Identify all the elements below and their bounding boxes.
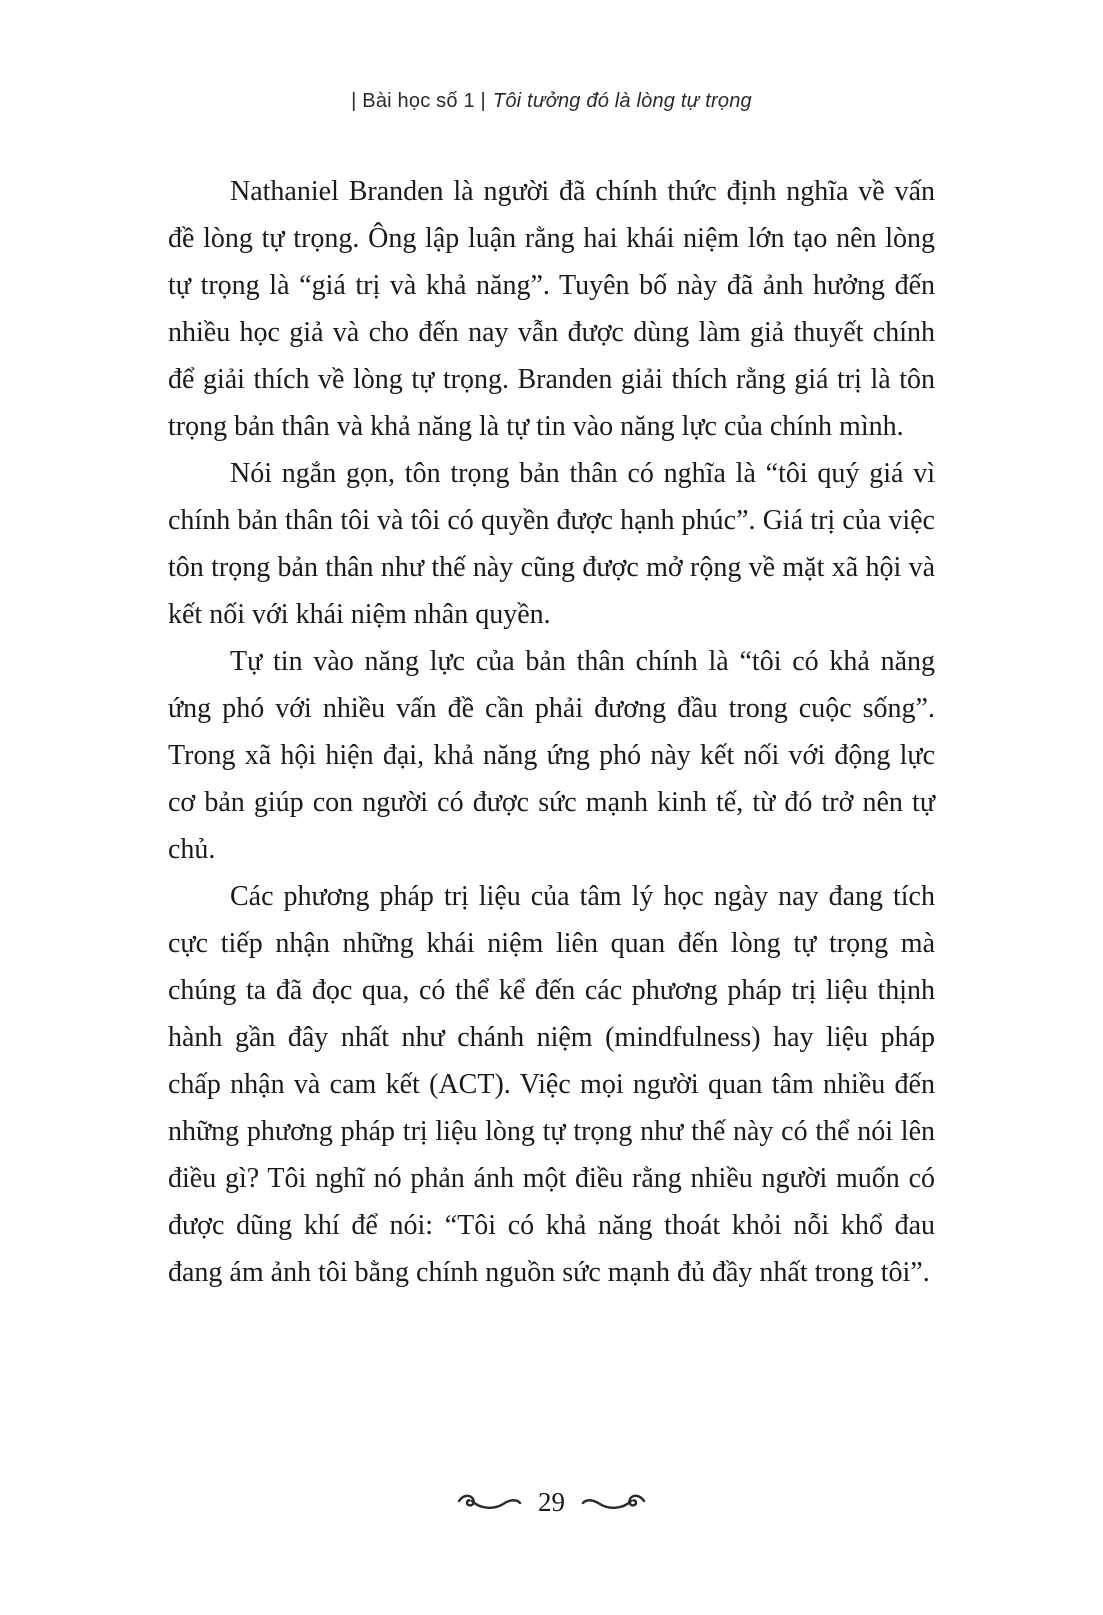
page-body — [168, 168, 935, 1296]
flourish-right-icon — [581, 1492, 647, 1512]
chapter-label: | Bài học số 1 | — [351, 90, 486, 112]
chapter-title: Tôi tưởng đó là lòng tự trọng — [492, 90, 752, 112]
paragraph: Tự tin vào năng lực của bản thân chính là “tôi có khả năng ứng phó với nhiều vấn đề cần phải đương đầu trong cuộc sống”. Trong xã hội hiện đại, khả năng ứng phó này kết nối với động lực cơ bản giúp con người có được sức mạnh kinh tế, từ đó trở nên tự chủ. — [168, 646, 935, 865]
flourish-left-icon — [456, 1492, 522, 1512]
page-footer — [0, 1480, 1103, 1524]
page-number: 29 — [538, 1486, 565, 1517]
paragraph: Nói ngắn gọn, tôn trọng bản thân có nghĩa là “tôi quý giá vì chính bản thân tôi và tôi có quyền được hạnh phúc”. Giá trị của việc tôn trọng bản thân như thế này cũng được mở rộng về mặt xã hội và kết nối với khái niệm nhân quyền. — [168, 458, 935, 630]
page-header — [0, 90, 1103, 113]
paragraph: Các phương pháp trị liệu của tâm lý học ngày nay đang tích cực tiếp nhận những khái niệm liên quan đến lòng tự trọng mà chúng ta đã đọc qua, có thể kể đến các phương pháp trị liệu thịnh hành gần đây nhất như chánh niệm (mindfulness) hay liệu pháp chấp nhận và cam kết (ACT). Việc mọi người quan tâm nhiều đến những phương pháp trị liệu lòng tự trọng như thế này có thể nói lên điều gì? Tôi nghĩ nó phản ánh một điều rằng nhiều người muốn có được dũng khí để nói: “Tôi có khả năng thoát khỏi nỗi khổ đau đang ám ảnh tôi bằng chính nguồn sức mạnh đủ đầy nhất trong tôi”. — [168, 881, 935, 1288]
paragraph: Nathaniel Branden là người đã chính thức định nghĩa về vấn đề lòng tự trọng. Ông lập luận rằng hai khái niệm lớn tạo nên lòng tự trọng là “giá trị và khả năng”. Tuyên bố này đã ảnh hưởng đến nhiều học giả và cho đến nay vẫn được dùng làm giả thuyết chính để giải thích về lòng tự trọng. Branden giải thích rằng giá trị là tôn trọng bản thân và khả năng là tự tin vào năng lực của chính mình. — [168, 176, 935, 442]
